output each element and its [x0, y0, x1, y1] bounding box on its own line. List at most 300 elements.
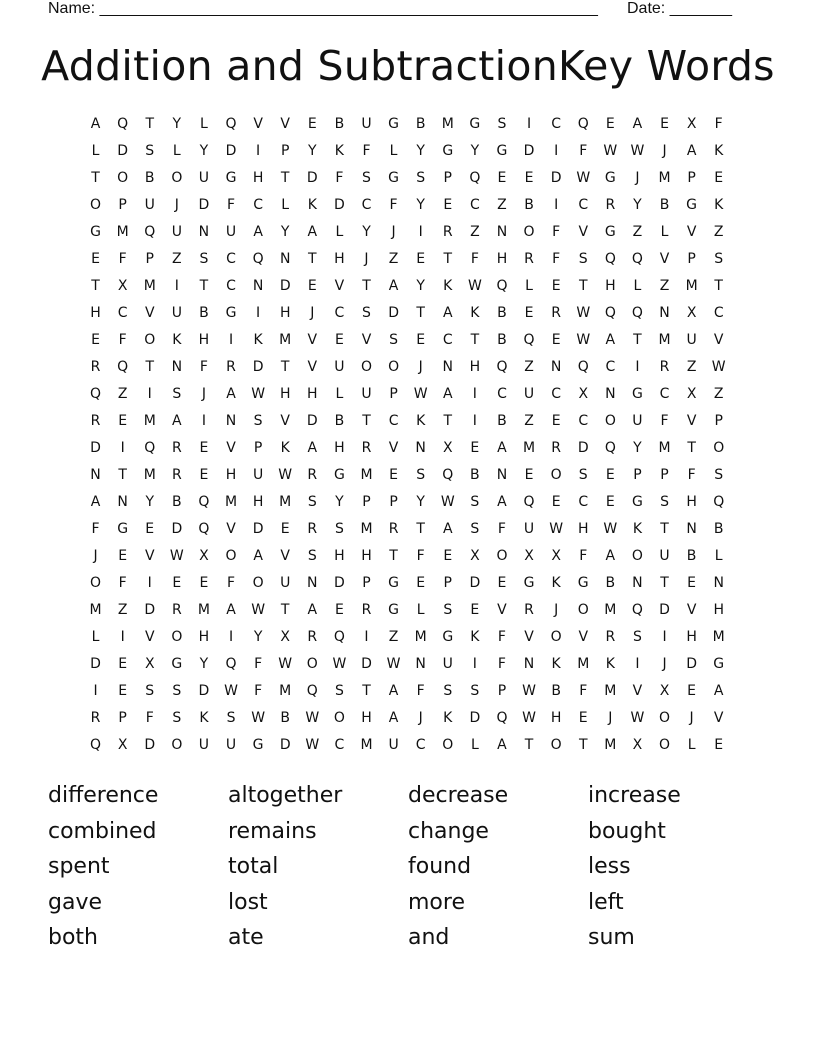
- grid-cell[interactable]: Q: [523, 494, 535, 510]
- grid-cell[interactable]: Q: [442, 467, 454, 483]
- grid-cell[interactable]: I: [147, 575, 152, 591]
- grid-cell[interactable]: W: [251, 602, 266, 618]
- grid-cell[interactable]: P: [389, 386, 398, 402]
- grid-cell[interactable]: B: [470, 467, 480, 483]
- grid-cell[interactable]: F: [416, 683, 425, 699]
- grid-cell[interactable]: A: [497, 737, 507, 753]
- grid-cell[interactable]: H: [713, 602, 724, 618]
- grid-cell[interactable]: H: [361, 710, 372, 726]
- grid-cell[interactable]: O: [225, 548, 237, 564]
- grid-cell[interactable]: P: [280, 143, 290, 159]
- grid-cell[interactable]: B: [334, 413, 345, 429]
- grid-cell[interactable]: K: [334, 143, 344, 159]
- grid-cell[interactable]: Q: [117, 359, 129, 375]
- grid-cell[interactable]: I: [526, 116, 532, 132]
- grid-cell[interactable]: U: [442, 656, 453, 672]
- grid-cell[interactable]: I: [554, 197, 559, 213]
- grid-cell[interactable]: Z: [470, 224, 480, 240]
- grid-cell[interactable]: H: [225, 467, 237, 483]
- grid-cell[interactable]: F: [497, 656, 506, 672]
- grid-cell[interactable]: E: [470, 440, 480, 456]
- grid-cell[interactable]: S: [443, 683, 453, 699]
- grid-cell[interactable]: U: [523, 386, 535, 402]
- grid-cell[interactable]: P: [687, 251, 696, 267]
- grid-cell[interactable]: G: [604, 170, 616, 186]
- grid-cell[interactable]: Z: [497, 197, 507, 213]
- grid-cell[interactable]: T: [578, 278, 588, 294]
- grid-cell[interactable]: N: [415, 440, 426, 456]
- grid-cell[interactable]: K: [632, 521, 643, 537]
- grid-cell[interactable]: F: [497, 521, 506, 537]
- grid-cell[interactable]: B: [686, 548, 697, 564]
- grid-cell[interactable]: M: [360, 737, 373, 753]
- grid-cell[interactable]: Y: [633, 440, 642, 456]
- grid-cell[interactable]: F: [145, 710, 154, 726]
- grid-cell[interactable]: C: [659, 386, 670, 402]
- grid-cell[interactable]: K: [714, 143, 724, 159]
- grid-cell[interactable]: T: [362, 278, 371, 294]
- grid-cell[interactable]: N: [605, 386, 616, 402]
- grid-cell[interactable]: V: [578, 629, 589, 645]
- grid-cell[interactable]: W: [549, 521, 564, 537]
- grid-cell[interactable]: S: [226, 710, 236, 726]
- grid-cell[interactable]: D: [144, 737, 156, 753]
- grid-cell[interactable]: O: [333, 710, 345, 726]
- grid-cell[interactable]: D: [252, 359, 264, 375]
- grid-cell[interactable]: A: [253, 224, 263, 240]
- grid-cell[interactable]: O: [631, 548, 643, 564]
- grid-cell[interactable]: Z: [172, 251, 182, 267]
- grid-cell[interactable]: N: [713, 575, 724, 591]
- grid-cell[interactable]: T: [524, 737, 534, 753]
- grid-cell[interactable]: Q: [631, 602, 643, 618]
- grid-cell[interactable]: E: [118, 683, 128, 699]
- grid-cell[interactable]: H: [577, 521, 589, 537]
- grid-cell[interactable]: O: [577, 602, 589, 618]
- grid-cell[interactable]: G: [225, 305, 237, 321]
- grid-cell[interactable]: W: [251, 710, 266, 726]
- grid-cell[interactable]: P: [362, 575, 371, 591]
- grid-cell[interactable]: I: [147, 386, 152, 402]
- grid-cell[interactable]: S: [145, 143, 155, 159]
- grid-cell[interactable]: A: [90, 494, 101, 510]
- grid-cell[interactable]: D: [90, 656, 101, 672]
- grid-cell[interactable]: E: [605, 467, 615, 483]
- grid-cell[interactable]: V: [226, 440, 236, 456]
- grid-cell[interactable]: V: [659, 251, 670, 267]
- grid-cell[interactable]: L: [660, 224, 669, 240]
- grid-cell[interactable]: E: [416, 251, 426, 267]
- grid-cell[interactable]: J: [201, 386, 206, 402]
- grid-cell[interactable]: E: [118, 548, 128, 564]
- grid-cell[interactable]: V: [686, 413, 697, 429]
- grid-cell[interactable]: Z: [524, 359, 534, 375]
- grid-cell[interactable]: Q: [198, 494, 210, 510]
- grid-cell[interactable]: P: [362, 494, 371, 510]
- grid-cell[interactable]: H: [334, 251, 345, 267]
- grid-cell[interactable]: B: [172, 494, 182, 510]
- grid-cell[interactable]: E: [91, 332, 100, 348]
- grid-cell[interactable]: X: [524, 548, 534, 564]
- grid-cell[interactable]: U: [361, 116, 372, 132]
- grid-cell[interactable]: C: [334, 305, 345, 321]
- grid-cell[interactable]: W: [630, 710, 645, 726]
- grid-cell[interactable]: Z: [713, 224, 724, 240]
- grid-cell[interactable]: F: [579, 683, 588, 699]
- grid-cell[interactable]: N: [252, 278, 264, 294]
- grid-cell[interactable]: H: [605, 278, 616, 294]
- grid-cell[interactable]: S: [334, 683, 344, 699]
- grid-cell[interactable]: H: [279, 386, 291, 402]
- grid-cell[interactable]: H: [469, 359, 481, 375]
- grid-cell[interactable]: S: [172, 710, 182, 726]
- grid-cell[interactable]: V: [524, 629, 534, 645]
- grid-cell[interactable]: I: [635, 656, 640, 672]
- grid-cell[interactable]: D: [469, 575, 481, 591]
- grid-cell[interactable]: J: [364, 251, 369, 267]
- grid-cell[interactable]: V: [713, 332, 724, 348]
- grid-cell[interactable]: Z: [713, 386, 724, 402]
- grid-cell[interactable]: H: [252, 494, 264, 510]
- grid-cell[interactable]: K: [470, 629, 480, 645]
- grid-cell[interactable]: A: [605, 548, 616, 564]
- grid-cell[interactable]: N: [198, 224, 210, 240]
- grid-cell[interactable]: A: [90, 116, 101, 132]
- grid-cell[interactable]: S: [714, 251, 724, 267]
- grid-cell[interactable]: F: [714, 116, 723, 132]
- grid-cell[interactable]: Z: [524, 413, 534, 429]
- grid-cell[interactable]: D: [306, 413, 318, 429]
- grid-cell[interactable]: E: [524, 467, 534, 483]
- grid-cell[interactable]: Y: [199, 143, 209, 159]
- grid-cell[interactable]: X: [470, 548, 480, 564]
- grid-cell[interactable]: E: [660, 116, 669, 132]
- grid-cell[interactable]: P: [633, 467, 642, 483]
- grid-cell[interactable]: N: [496, 224, 508, 240]
- grid-cell[interactable]: H: [334, 548, 345, 564]
- grid-cell[interactable]: Q: [90, 386, 102, 402]
- grid-cell[interactable]: S: [307, 494, 317, 510]
- grid-cell[interactable]: Y: [470, 143, 480, 159]
- grid-cell[interactable]: T: [687, 440, 696, 456]
- grid-cell[interactable]: A: [713, 683, 724, 699]
- grid-cell[interactable]: F: [552, 251, 561, 267]
- grid-cell[interactable]: C: [551, 386, 562, 402]
- grid-cell[interactable]: E: [334, 602, 344, 618]
- grid-cell[interactable]: E: [497, 170, 507, 186]
- grid-cell[interactable]: A: [605, 332, 616, 348]
- grid-cell[interactable]: D: [144, 602, 156, 618]
- grid-cell[interactable]: Q: [496, 359, 508, 375]
- grid-cell[interactable]: O: [117, 170, 129, 186]
- grid-cell[interactable]: N: [307, 575, 318, 591]
- grid-cell[interactable]: I: [120, 440, 125, 456]
- grid-cell[interactable]: C: [226, 278, 236, 294]
- grid-cell[interactable]: D: [523, 143, 535, 159]
- grid-cell[interactable]: E: [524, 305, 534, 321]
- grid-cell[interactable]: E: [605, 116, 615, 132]
- grid-cell[interactable]: K: [416, 413, 426, 429]
- grid-cell[interactable]: E: [389, 467, 398, 483]
- grid-cell[interactable]: R: [307, 629, 318, 645]
- grid-cell[interactable]: E: [497, 575, 507, 591]
- grid-cell[interactable]: U: [198, 737, 210, 753]
- grid-cell[interactable]: U: [171, 305, 182, 321]
- grid-cell[interactable]: E: [443, 197, 453, 213]
- grid-cell[interactable]: I: [256, 143, 261, 159]
- grid-cell[interactable]: T: [280, 602, 290, 618]
- grid-cell[interactable]: R: [442, 224, 453, 240]
- grid-cell[interactable]: O: [171, 170, 183, 186]
- grid-cell[interactable]: Z: [659, 278, 670, 294]
- grid-cell[interactable]: A: [388, 710, 399, 726]
- grid-cell[interactable]: L: [416, 602, 425, 618]
- grid-cell[interactable]: Y: [145, 494, 155, 510]
- grid-cell[interactable]: T: [145, 116, 155, 132]
- grid-cell[interactable]: D: [361, 656, 372, 672]
- grid-cell[interactable]: S: [470, 683, 480, 699]
- grid-cell[interactable]: E: [443, 548, 453, 564]
- grid-cell[interactable]: O: [550, 737, 562, 753]
- grid-cell[interactable]: V: [144, 548, 155, 564]
- grid-cell[interactable]: M: [685, 278, 698, 294]
- grid-cell[interactable]: M: [441, 116, 454, 132]
- grid-cell[interactable]: V: [144, 305, 155, 321]
- grid-cell[interactable]: N: [442, 359, 453, 375]
- grid-cell[interactable]: V: [280, 413, 290, 429]
- grid-cell[interactable]: W: [603, 521, 618, 537]
- grid-cell[interactable]: T: [443, 251, 453, 267]
- grid-cell[interactable]: A: [497, 494, 507, 510]
- grid-cell[interactable]: G: [604, 224, 616, 240]
- grid-cell[interactable]: G: [252, 737, 264, 753]
- grid-cell[interactable]: M: [279, 494, 292, 510]
- grid-cell[interactable]: W: [576, 170, 591, 186]
- grid-cell[interactable]: D: [577, 440, 589, 456]
- grid-cell[interactable]: I: [554, 143, 559, 159]
- grid-cell[interactable]: U: [659, 548, 670, 564]
- grid-cell[interactable]: F: [579, 143, 588, 159]
- grid-cell[interactable]: W: [305, 737, 320, 753]
- grid-cell[interactable]: Q: [225, 116, 237, 132]
- grid-cell[interactable]: O: [90, 197, 102, 213]
- grid-cell[interactable]: B: [415, 116, 426, 132]
- grid-cell[interactable]: S: [362, 305, 371, 321]
- grid-cell[interactable]: E: [91, 251, 100, 267]
- grid-cell[interactable]: X: [117, 737, 128, 753]
- grid-cell[interactable]: T: [280, 359, 290, 375]
- grid-cell[interactable]: W: [332, 656, 347, 672]
- grid-cell[interactable]: E: [551, 278, 561, 294]
- grid-cell[interactable]: T: [91, 278, 100, 294]
- grid-cell[interactable]: T: [416, 521, 425, 537]
- grid-cell[interactable]: F: [199, 359, 208, 375]
- grid-cell[interactable]: F: [226, 197, 236, 213]
- grid-cell[interactable]: S: [632, 629, 642, 645]
- grid-cell[interactable]: J: [689, 710, 694, 726]
- grid-cell[interactable]: E: [687, 683, 697, 699]
- grid-cell[interactable]: A: [172, 413, 182, 429]
- grid-cell[interactable]: T: [118, 467, 127, 483]
- grid-cell[interactable]: X: [144, 656, 155, 672]
- grid-cell[interactable]: K: [253, 332, 263, 348]
- grid-cell[interactable]: W: [169, 548, 184, 564]
- grid-cell[interactable]: K: [172, 332, 182, 348]
- grid-cell[interactable]: C: [605, 359, 616, 375]
- grid-cell[interactable]: A: [442, 305, 453, 321]
- grid-cell[interactable]: Z: [388, 251, 399, 267]
- grid-cell[interactable]: Q: [469, 170, 481, 186]
- grid-cell[interactable]: P: [118, 197, 127, 213]
- grid-cell[interactable]: W: [522, 710, 536, 726]
- grid-cell[interactable]: B: [713, 521, 724, 537]
- grid-cell[interactable]: F: [579, 548, 588, 564]
- grid-cell[interactable]: S: [416, 467, 426, 483]
- grid-cell[interactable]: C: [334, 737, 345, 753]
- grid-cell[interactable]: S: [145, 683, 155, 699]
- grid-cell[interactable]: D: [469, 710, 481, 726]
- grid-cell[interactable]: S: [362, 170, 371, 186]
- grid-cell[interactable]: I: [418, 224, 423, 240]
- grid-cell[interactable]: V: [361, 332, 372, 348]
- grid-cell[interactable]: R: [307, 521, 318, 537]
- grid-cell[interactable]: W: [630, 143, 645, 159]
- grid-cell[interactable]: X: [686, 116, 697, 132]
- grid-cell[interactable]: D: [334, 575, 345, 591]
- grid-cell[interactable]: L: [335, 386, 344, 402]
- grid-cell[interactable]: B: [199, 305, 209, 321]
- grid-cell[interactable]: F: [118, 575, 127, 591]
- grid-cell[interactable]: W: [386, 656, 401, 672]
- grid-cell[interactable]: O: [604, 413, 616, 429]
- grid-cell[interactable]: Q: [631, 251, 643, 267]
- grid-cell[interactable]: L: [633, 278, 642, 294]
- grid-cell[interactable]: T: [91, 170, 100, 186]
- grid-cell[interactable]: X: [659, 683, 670, 699]
- grid-cell[interactable]: B: [524, 197, 534, 213]
- grid-cell[interactable]: I: [364, 629, 369, 645]
- grid-cell[interactable]: J: [391, 224, 396, 240]
- grid-cell[interactable]: O: [171, 737, 183, 753]
- grid-cell[interactable]: V: [686, 602, 697, 618]
- grid-cell[interactable]: K: [714, 197, 724, 213]
- grid-cell[interactable]: P: [145, 251, 154, 267]
- grid-cell[interactable]: T: [443, 413, 453, 429]
- grid-cell[interactable]: A: [388, 683, 399, 699]
- grid-cell[interactable]: B: [334, 116, 345, 132]
- grid-cell[interactable]: L: [335, 224, 344, 240]
- grid-cell[interactable]: G: [442, 143, 454, 159]
- grid-cell[interactable]: V: [578, 224, 589, 240]
- grid-cell[interactable]: L: [525, 278, 533, 294]
- grid-cell[interactable]: Q: [252, 251, 264, 267]
- grid-cell[interactable]: Y: [253, 629, 263, 645]
- grid-cell[interactable]: E: [280, 521, 290, 537]
- grid-cell[interactable]: G: [496, 143, 508, 159]
- grid-cell[interactable]: E: [199, 575, 209, 591]
- grid-cell[interactable]: D: [198, 683, 210, 699]
- grid-cell[interactable]: Z: [117, 386, 128, 402]
- grid-cell[interactable]: B: [144, 170, 155, 186]
- grid-cell[interactable]: N: [171, 359, 183, 375]
- grid-cell[interactable]: Q: [306, 683, 318, 699]
- grid-cell[interactable]: G: [388, 170, 399, 186]
- grid-cell[interactable]: V: [226, 521, 236, 537]
- grid-cell[interactable]: Q: [604, 440, 616, 456]
- grid-cell[interactable]: C: [415, 737, 426, 753]
- grid-cell[interactable]: L: [281, 197, 290, 213]
- grid-cell[interactable]: H: [252, 170, 264, 186]
- grid-cell[interactable]: D: [279, 737, 291, 753]
- grid-cell[interactable]: T: [660, 575, 669, 591]
- grid-cell[interactable]: C: [226, 251, 236, 267]
- grid-cell[interactable]: U: [144, 197, 155, 213]
- grid-cell[interactable]: C: [361, 197, 372, 213]
- grid-cell[interactable]: E: [551, 332, 561, 348]
- grid-cell[interactable]: U: [225, 737, 237, 753]
- grid-cell[interactable]: Y: [416, 278, 425, 294]
- grid-cell[interactable]: T: [280, 170, 290, 186]
- grid-cell[interactable]: Q: [523, 332, 535, 348]
- grid-cell[interactable]: D: [171, 521, 183, 537]
- grid-cell[interactable]: H: [198, 629, 210, 645]
- grid-cell[interactable]: E: [172, 575, 182, 591]
- grid-cell[interactable]: Q: [713, 494, 725, 510]
- grid-cell[interactable]: G: [171, 656, 183, 672]
- grid-cell[interactable]: L: [389, 143, 398, 159]
- grid-cell[interactable]: F: [416, 548, 425, 564]
- grid-cell[interactable]: Q: [333, 629, 345, 645]
- grid-cell[interactable]: P: [714, 413, 723, 429]
- grid-cell[interactable]: R: [171, 467, 182, 483]
- grid-cell[interactable]: T: [633, 332, 642, 348]
- grid-cell[interactable]: Y: [335, 494, 344, 510]
- grid-cell[interactable]: R: [171, 440, 182, 456]
- grid-cell[interactable]: I: [201, 413, 206, 429]
- grid-cell[interactable]: H: [334, 440, 345, 456]
- grid-cell[interactable]: S: [660, 494, 669, 510]
- grid-cell[interactable]: E: [199, 467, 209, 483]
- grid-cell[interactable]: Q: [144, 224, 156, 240]
- grid-cell[interactable]: N: [632, 575, 643, 591]
- grid-cell[interactable]: N: [90, 467, 101, 483]
- grid-cell[interactable]: C: [442, 332, 453, 348]
- grid-cell[interactable]: O: [306, 656, 318, 672]
- grid-cell[interactable]: V: [144, 629, 155, 645]
- grid-cell[interactable]: J: [93, 548, 98, 564]
- grid-cell[interactable]: V: [307, 332, 318, 348]
- grid-cell[interactable]: E: [524, 170, 534, 186]
- grid-cell[interactable]: X: [117, 278, 128, 294]
- grid-cell[interactable]: V: [280, 548, 290, 564]
- grid-cell[interactable]: Q: [631, 305, 643, 321]
- grid-cell[interactable]: T: [362, 683, 371, 699]
- grid-cell[interactable]: N: [496, 467, 508, 483]
- grid-cell[interactable]: R: [551, 440, 561, 456]
- grid-cell[interactable]: T: [660, 521, 669, 537]
- grid-cell[interactable]: U: [198, 170, 210, 186]
- grid-cell[interactable]: P: [389, 494, 398, 510]
- grid-cell[interactable]: R: [361, 440, 372, 456]
- grid-cell[interactable]: L: [714, 548, 723, 564]
- grid-cell[interactable]: C: [578, 197, 589, 213]
- grid-cell[interactable]: R: [659, 359, 670, 375]
- grid-cell[interactable]: B: [497, 413, 507, 429]
- grid-cell[interactable]: X: [632, 737, 643, 753]
- grid-cell[interactable]: G: [388, 575, 399, 591]
- grid-cell[interactable]: F: [470, 251, 479, 267]
- grid-cell[interactable]: Q: [496, 278, 508, 294]
